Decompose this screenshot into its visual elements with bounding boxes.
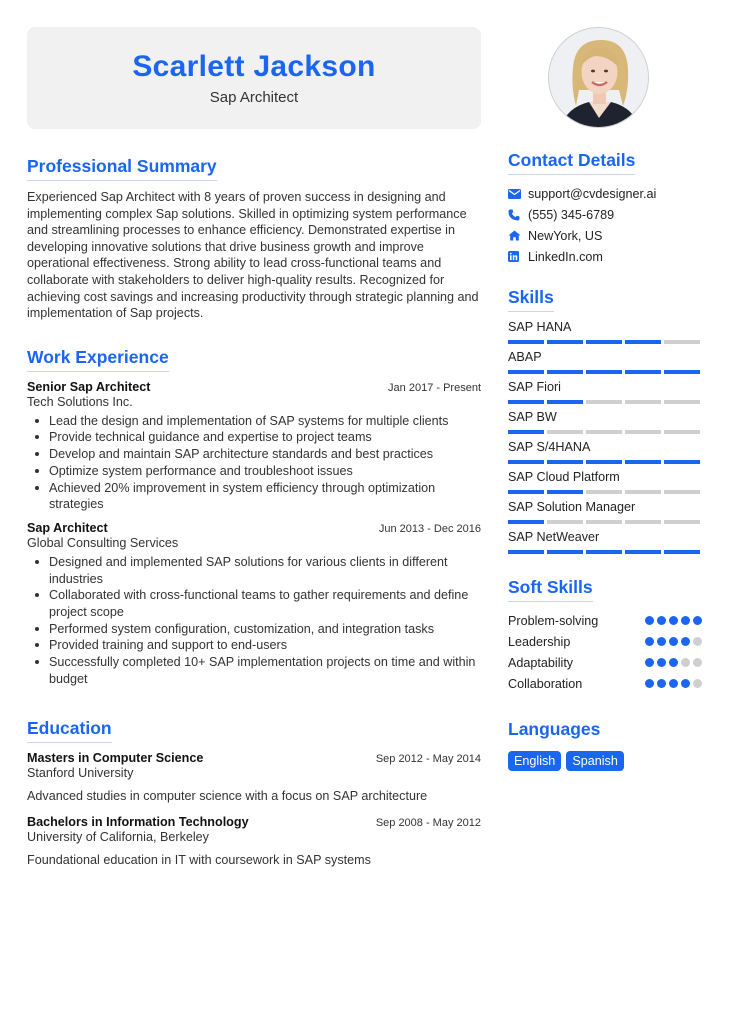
sidebar-column	[508, 150, 702, 771]
contact-email-text: support@cvdesigner.ai	[528, 186, 657, 201]
linkedin-icon	[508, 251, 528, 262]
skill-level-bar	[508, 370, 702, 374]
skill-level-bar	[508, 340, 702, 344]
rating-dot-empty	[693, 637, 702, 646]
rating-dot-filled	[669, 658, 678, 667]
skill-level-segment-filled	[547, 400, 583, 404]
contact-linkedin[interactable]	[508, 246, 702, 267]
rating-dot-empty	[693, 679, 702, 688]
soft-skill-name: Leadership	[508, 634, 571, 649]
skill-level-bar	[508, 430, 702, 434]
rating-dot-filled	[669, 679, 678, 688]
skill-level-segment-empty	[586, 520, 622, 524]
skill-name: SAP NetWeaver	[508, 530, 600, 544]
skill-level-bar	[508, 520, 702, 524]
skills-heading: Skills	[508, 287, 554, 312]
education-description: Foundational education in IT with coursework in SAP systems	[27, 852, 371, 867]
main-column	[27, 156, 481, 877]
rating-dot-filled	[645, 616, 654, 625]
skill-level-segment-filled	[508, 340, 544, 344]
education-heading: Education	[27, 718, 112, 743]
job-bullet: Performed system configuration, customization, and integration tasks	[27, 621, 481, 638]
job-bullet: Provide technical guidance and expertise to project teams	[27, 429, 481, 446]
contact-location-text: NewYork, US	[528, 228, 603, 243]
soft-skill-rating	[645, 679, 702, 688]
skill-level-segment-filled	[586, 550, 622, 554]
soft-skills-list	[508, 610, 702, 694]
skill-item	[508, 440, 702, 470]
degree-title: Masters in Computer Science	[27, 750, 204, 765]
job-bullet: Lead the design and implementation of SAP systems for multiple clients	[27, 413, 481, 430]
soft-skill-rating	[645, 658, 702, 667]
job-title: Senior Sap Architect	[27, 379, 151, 394]
soft-skill-item	[508, 673, 702, 694]
skill-level-segment-filled	[625, 370, 661, 374]
skill-level-segment-empty	[625, 490, 661, 494]
skill-level-segment-filled	[625, 550, 661, 554]
skill-level-segment-empty	[625, 430, 661, 434]
skill-name: ABAP	[508, 350, 542, 364]
skill-level-segment-filled	[508, 490, 544, 494]
skill-level-segment-empty	[664, 340, 700, 344]
language-badge: Spanish	[566, 751, 624, 771]
envelope-icon	[508, 189, 528, 199]
job-company: Tech Solutions Inc.	[27, 394, 133, 409]
rating-dot-filled	[657, 616, 666, 625]
skill-level-segment-filled	[625, 340, 661, 344]
job-bullets	[27, 413, 481, 513]
contact-phone-text: (555) 345-6789	[528, 207, 615, 222]
skill-item	[508, 380, 702, 410]
skill-level-segment-empty	[664, 520, 700, 524]
rating-dot-filled	[681, 679, 690, 688]
skill-name: SAP BW	[508, 410, 557, 424]
skill-level-segment-filled	[508, 460, 544, 464]
skill-level-segment-empty	[664, 400, 700, 404]
skill-level-segment-empty	[586, 430, 622, 434]
summary-heading: Professional Summary	[27, 156, 217, 181]
soft-skills-section	[508, 577, 702, 694]
skill-level-segment-filled	[664, 460, 700, 464]
school-name: University of California, Berkeley	[27, 829, 209, 844]
skill-level-segment-empty	[547, 520, 583, 524]
soft-skill-item	[508, 652, 702, 673]
summary-text: Experienced Sap Architect with 8 years of proven success in designing and implementing complex Sap solutions. Skilled in optimizing system performance and streamlining processes to enhance efficiency. Demonstrated expertise in developing innovative solutions that drive business growth and improve operational effectiveness. Strong ability to lead cross-functional teams and collaborate with stakeholders to deliver high-quality results. Recognized for achieving cost savings and increasing productivity through strategic planning and implementation of Sap projects.	[27, 190, 479, 321]
skill-name: SAP S/4HANA	[508, 440, 591, 454]
contact-linkedin-text: LinkedIn.com	[528, 249, 603, 264]
language-badge: English	[508, 751, 561, 771]
skills-section	[508, 287, 702, 560]
soft-skill-name: Adaptability	[508, 655, 574, 670]
contact-section	[508, 150, 702, 267]
rating-dot-filled	[645, 637, 654, 646]
education-section	[27, 718, 481, 867]
skill-level-segment-filled	[508, 370, 544, 374]
soft-skill-name: Collaboration	[508, 676, 583, 691]
skill-level-segment-filled	[508, 400, 544, 404]
candidate-title: Sap Architect	[209, 89, 299, 106]
job-bullet: Collaborated with cross-functional teams to gather requirements and define project scope	[27, 587, 481, 620]
soft-skill-rating	[645, 616, 702, 625]
skills-list	[508, 320, 702, 560]
rating-dot-empty	[693, 658, 702, 667]
degree-title: Bachelors in Information Technology	[27, 814, 249, 829]
job-title: Sap Architect	[27, 520, 108, 535]
skill-name: SAP Solution Manager	[508, 500, 636, 514]
header-card	[27, 27, 481, 129]
education-dates: Sep 2008 - May 2012	[375, 816, 481, 829]
job-bullet: Designed and implemented SAP solutions for various clients in different industries	[27, 554, 481, 587]
rating-dot-empty	[681, 658, 690, 667]
experience-heading: Work Experience	[27, 347, 169, 372]
rating-dot-filled	[669, 637, 678, 646]
skill-level-bar	[508, 460, 702, 464]
languages-list	[508, 751, 702, 771]
skill-level-segment-empty	[586, 490, 622, 494]
soft-skill-name: Problem-solving	[508, 613, 599, 628]
skill-level-segment-filled	[547, 550, 583, 554]
skill-name: SAP Cloud Platform	[508, 470, 620, 484]
skill-item	[508, 470, 702, 500]
job-dates: Jan 2017 - Present	[388, 381, 481, 394]
home-icon	[508, 230, 528, 241]
skill-item	[508, 500, 702, 530]
rating-dot-filled	[669, 616, 678, 625]
skill-level-bar	[508, 550, 702, 554]
skill-level-segment-filled	[508, 520, 544, 524]
job-bullet: Successfully completed 10+ SAP implementation projects on time and within budget	[27, 654, 481, 687]
rating-dot-filled	[657, 679, 666, 688]
skill-level-segment-filled	[508, 550, 544, 554]
job-entry	[27, 380, 481, 513]
experience-section	[27, 347, 481, 688]
rating-dot-filled	[681, 637, 690, 646]
contact-location	[508, 225, 702, 246]
rating-dot-filled	[645, 679, 654, 688]
job-entry	[27, 521, 481, 688]
education-entry	[27, 815, 481, 867]
skill-level-segment-empty	[586, 400, 622, 404]
skill-name: SAP Fiori	[508, 380, 561, 394]
skill-item	[508, 320, 702, 350]
soft-skill-rating	[645, 637, 702, 646]
profile-photo	[548, 27, 649, 128]
skill-level-bar	[508, 400, 702, 404]
job-bullet: Develop and maintain SAP architecture standards and best practices	[27, 446, 481, 463]
skill-level-segment-filled	[664, 550, 700, 554]
skill-level-segment-filled	[547, 370, 583, 374]
job-bullet: Provided training and support to end-users	[27, 637, 481, 654]
education-description: Advanced studies in computer science with a focus on SAP architecture	[27, 788, 428, 803]
job-dates: Jun 2013 - Dec 2016	[378, 522, 481, 535]
education-dates: Sep 2012 - May 2014	[375, 752, 481, 765]
skill-level-segment-empty	[625, 520, 661, 524]
soft-skills-heading: Soft Skills	[508, 577, 593, 602]
job-bullet: Achieved 20% improvement in system efficiency through optimization strategies	[27, 480, 481, 513]
profile-photo-illustration	[549, 28, 649, 128]
skill-level-segment-empty	[625, 400, 661, 404]
skill-level-segment-empty	[547, 430, 583, 434]
soft-skill-item	[508, 610, 702, 631]
job-bullets	[27, 554, 481, 688]
skill-name: SAP HANA	[508, 320, 572, 334]
contact-heading: Contact Details	[508, 150, 635, 175]
skill-level-segment-filled	[664, 370, 700, 374]
rating-dot-filled	[693, 616, 702, 625]
job-bullet: Optimize system performance and troubleshoot issues	[27, 463, 481, 480]
rating-dot-filled	[681, 616, 690, 625]
candidate-name: Scarlett Jackson	[132, 50, 376, 83]
skill-level-segment-filled	[586, 460, 622, 464]
languages-heading: Languages	[508, 719, 601, 739]
skill-level-segment-filled	[547, 460, 583, 464]
school-name: Stanford University	[27, 765, 134, 780]
skill-level-segment-filled	[547, 340, 583, 344]
contact-phone[interactable]	[508, 204, 702, 225]
rating-dot-filled	[645, 658, 654, 667]
summary-section	[27, 156, 481, 322]
skill-level-bar	[508, 490, 702, 494]
skill-level-segment-filled	[508, 430, 544, 434]
phone-icon	[508, 209, 528, 221]
skill-item	[508, 350, 702, 380]
rating-dot-filled	[657, 658, 666, 667]
skill-level-segment-empty	[664, 430, 700, 434]
skill-level-segment-filled	[547, 490, 583, 494]
contact-email[interactable]	[508, 183, 702, 204]
skill-item	[508, 410, 702, 440]
rating-dot-filled	[657, 637, 666, 646]
skill-level-segment-empty	[664, 490, 700, 494]
skill-level-segment-filled	[625, 460, 661, 464]
languages-section	[508, 719, 702, 771]
skill-level-segment-filled	[586, 370, 622, 374]
soft-skill-item	[508, 631, 702, 652]
skill-item	[508, 530, 702, 560]
education-entry	[27, 751, 481, 803]
job-company: Global Consulting Services	[27, 535, 179, 550]
skill-level-segment-filled	[586, 340, 622, 344]
